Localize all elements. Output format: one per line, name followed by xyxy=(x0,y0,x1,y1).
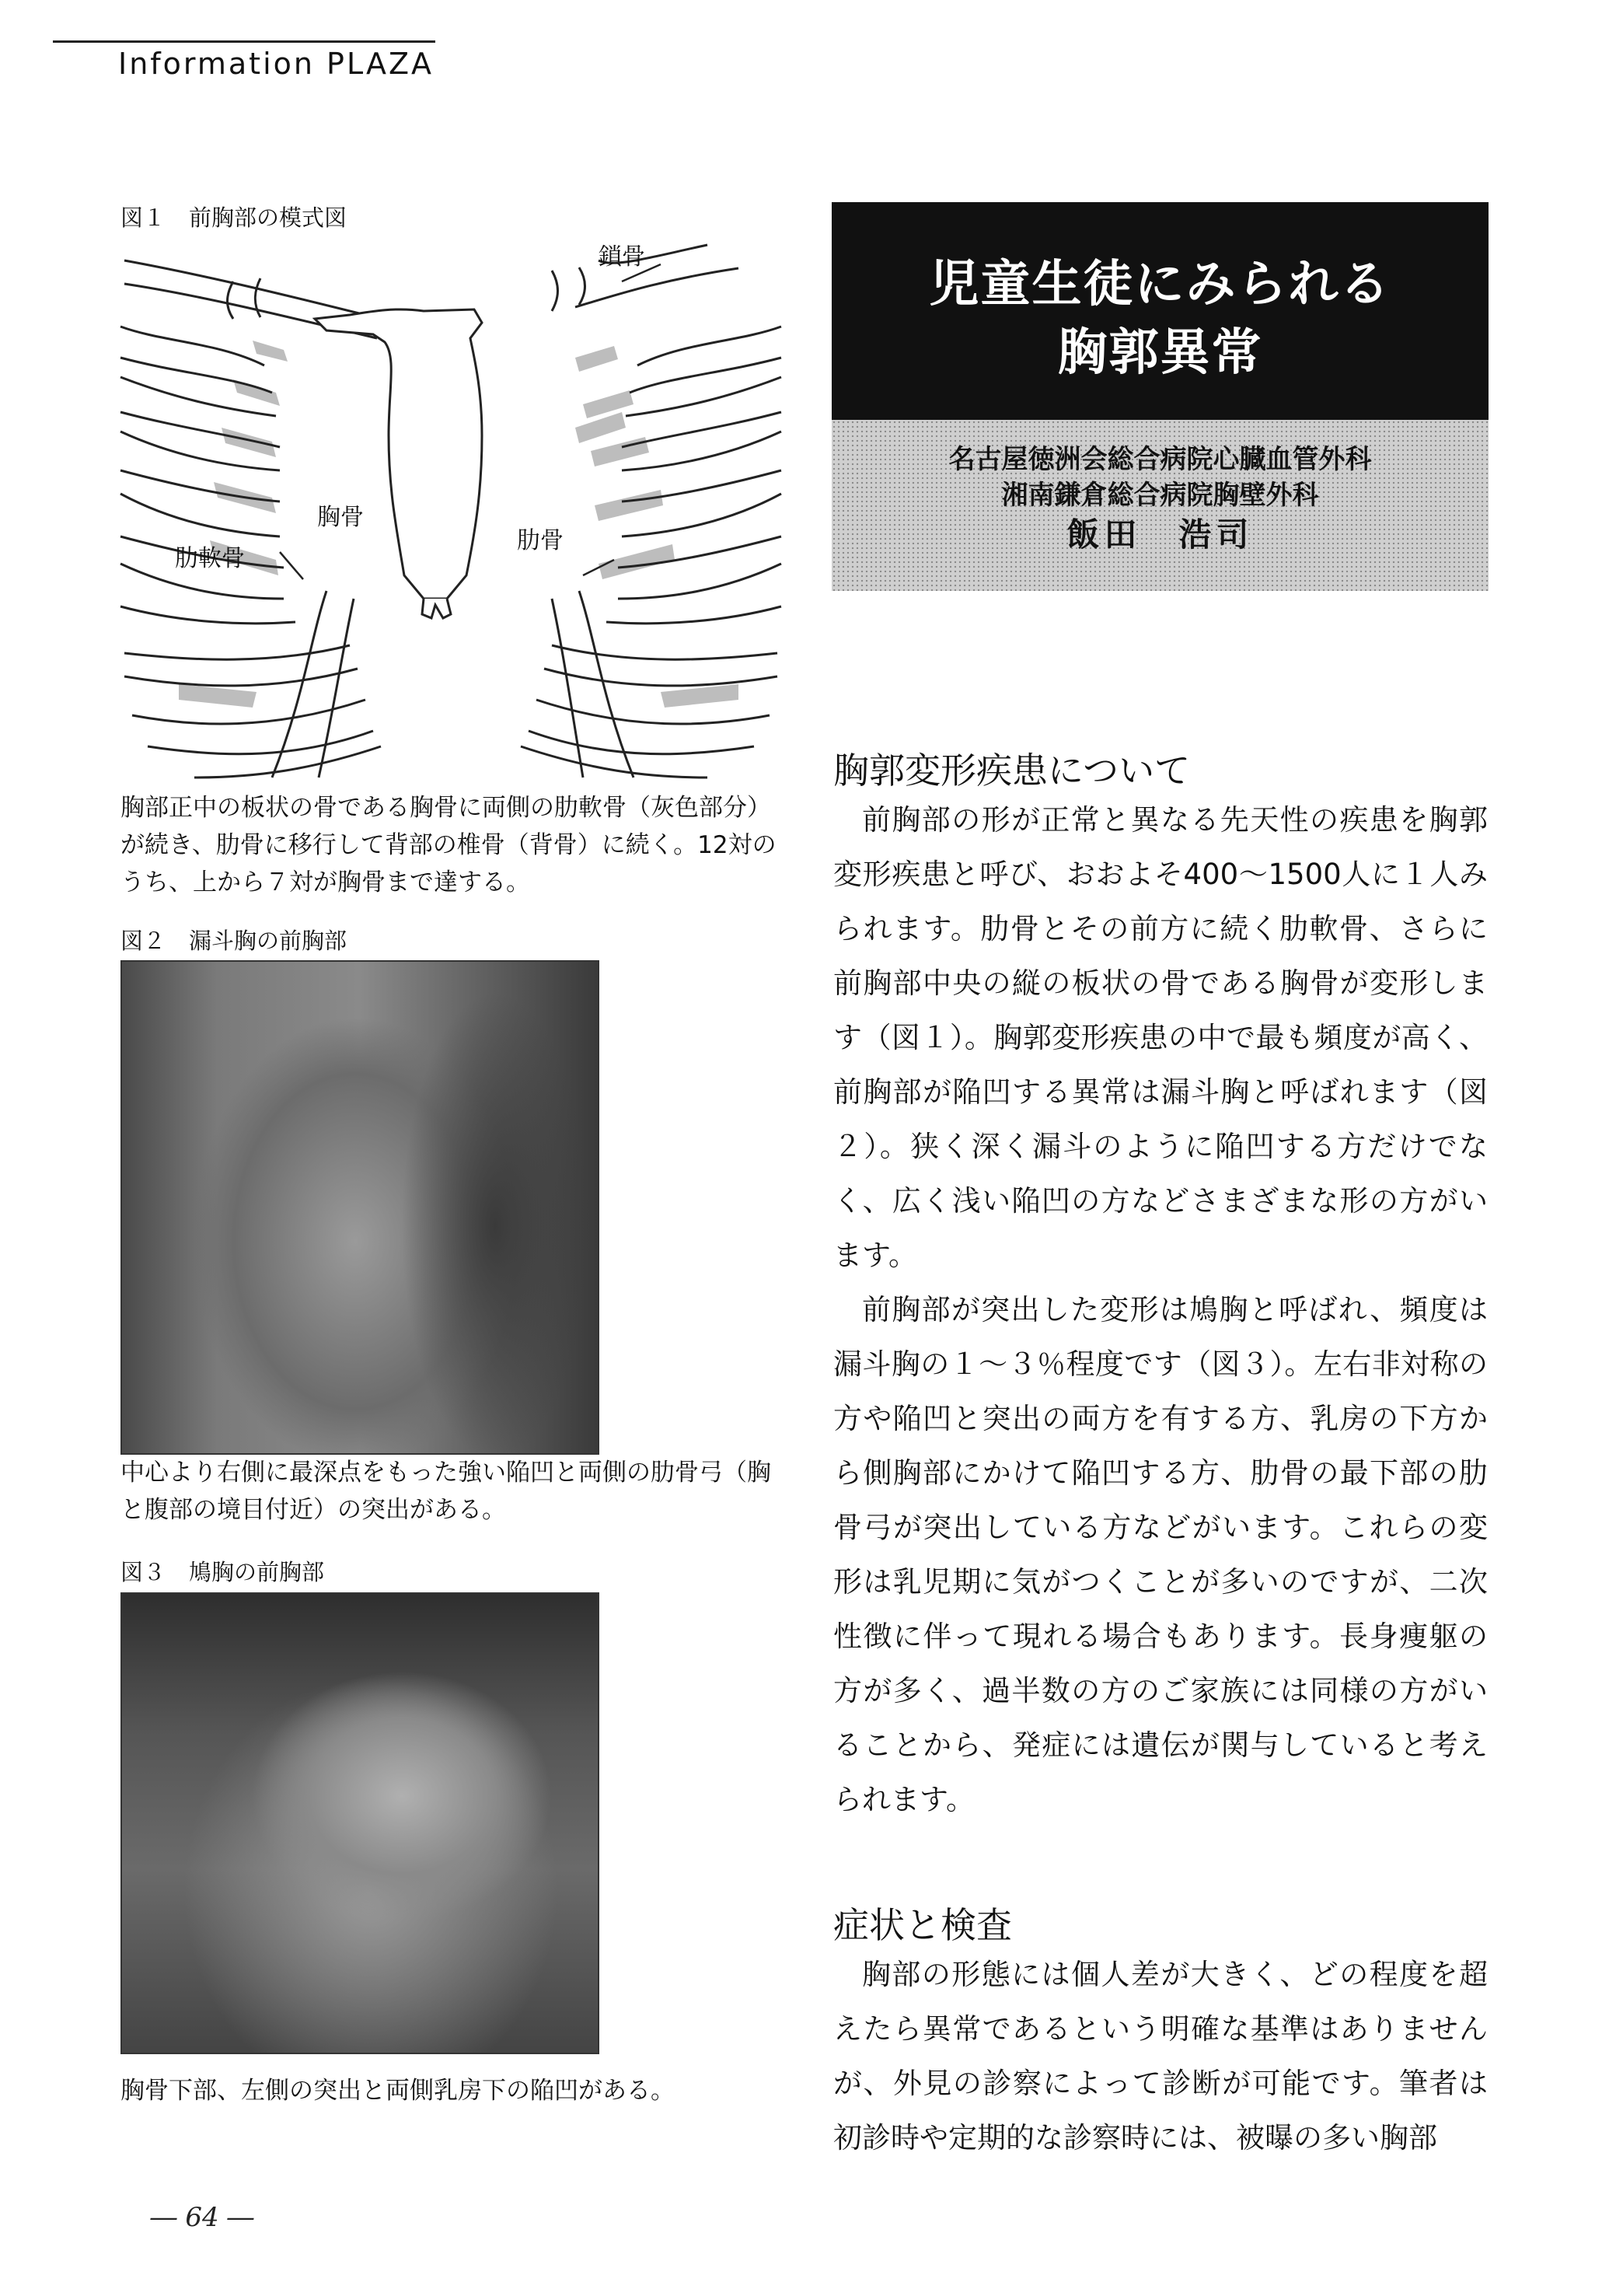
section-1-paragraph-1: 前胸部の形が正常と異なる先天性の疾患を胸郭変形疾患と呼び、おおよそ400～1500人に１人みられます。肋骨とその前方に続く肋軟骨、さらに前胸部中央の縦の板状の骨である胸骨が変形します（図１）。胸郭変形疾患の中で最も頻度が高く、前胸部が陥凹する異常は漏斗胸と呼ばれます（図２）。狭く深く漏斗のように陥凹する方だけでなく、広く浅い陥凹の方などさまざまな形の方がいます。 xyxy=(833,803,1488,1272)
label-rib: 肋骨 xyxy=(517,527,564,554)
fig3-description: 胸骨下部、左側の突出と両側乳房下の陥凹がある。 xyxy=(120,2077,675,2105)
fig3-caption xyxy=(120,1555,324,1587)
label-costal-cartilage: 肋軟骨 xyxy=(175,545,245,572)
fig3-photo-pigeon-chest xyxy=(120,1592,599,2054)
fig3-number: 図３ xyxy=(120,1559,166,1585)
sternum-shape xyxy=(315,309,482,599)
label-clavicle: 鎖骨 xyxy=(599,243,645,271)
header-rule xyxy=(53,40,435,43)
label-sternum: 胸骨 xyxy=(317,504,364,531)
section-2-body xyxy=(833,1948,1488,2165)
section-heading-1: 胸郭変形疾患について xyxy=(833,750,1191,792)
fig2-caption xyxy=(120,924,347,956)
fig2-number: 図２ xyxy=(120,928,166,954)
section-1-body xyxy=(833,793,1488,1827)
affiliation-1: 名古屋徳洲会総合病院心臓血管外科 xyxy=(948,444,1372,475)
fig1-caption xyxy=(120,201,347,232)
rib-cage-diagram xyxy=(117,233,785,781)
section-heading-2: 症状と検査 xyxy=(833,1904,1012,1946)
running-header: Information PLAZA xyxy=(118,47,435,81)
fig2-photo-funnel-chest xyxy=(120,960,599,1455)
article-title-line1: 児童生徒にみられる xyxy=(929,256,1391,313)
fig3-title: 鳩胸の前胸部 xyxy=(189,1559,325,1585)
article-title-box xyxy=(832,202,1489,420)
fig2-description: 中心より右側に最深点をもった強い陥凹と両側の肋骨弓（胸と腹部の境目付近）の突出がある。 xyxy=(120,1459,771,1524)
section-1-paragraph-2: 前胸部が突出した変形は鳩胸と呼ばれ、頻度は漏斗胸の１～３％程度です（図３）。左右非対称の方や陥凹と突出の両方を有する方、乳房の下方から側胸部にかけて陥凹する方、肋骨の最下部の肋骨弓が突出している方などがいます。これらの変形は乳児期に気がつくことが多いのですが、二次性徴に伴って現れる場合もあります。長身痩躯の方が多く、過半数の方のご家族には同様の方がいることから、発症には遺伝が関与していると考えられます。 xyxy=(833,1293,1488,1816)
author-box xyxy=(832,420,1489,591)
fig1-number: 図１ xyxy=(120,204,166,231)
fig1-description: 胸部正中の板状の骨である胸骨に両側の肋軟骨（灰色部分）が続き、肋骨に移行して背部の椎骨（背骨）に続く。12対のうち、上から７対が胸骨まで達する。 xyxy=(120,794,777,896)
author-name: 飯田 浩司 xyxy=(1066,515,1254,554)
affiliation-2: 湘南鎌倉総合病院胸壁外科 xyxy=(1001,480,1319,511)
fig1-title: 前胸部の模式図 xyxy=(189,204,347,231)
section-2-paragraph-1: 胸部の形態には個人差が大きく、どの程度を超えたら異常であるという明確な基準はありませんが、外見の診察によって診断が可能です。筆者は初診時や定期的な診察時には、被曝の多い胸部 xyxy=(833,1958,1488,2154)
article-title-line2: 胸郭異常 xyxy=(1057,324,1263,382)
fig2-title: 漏斗胸の前胸部 xyxy=(189,928,347,954)
page-number: ― 64 ― xyxy=(150,2202,254,2233)
